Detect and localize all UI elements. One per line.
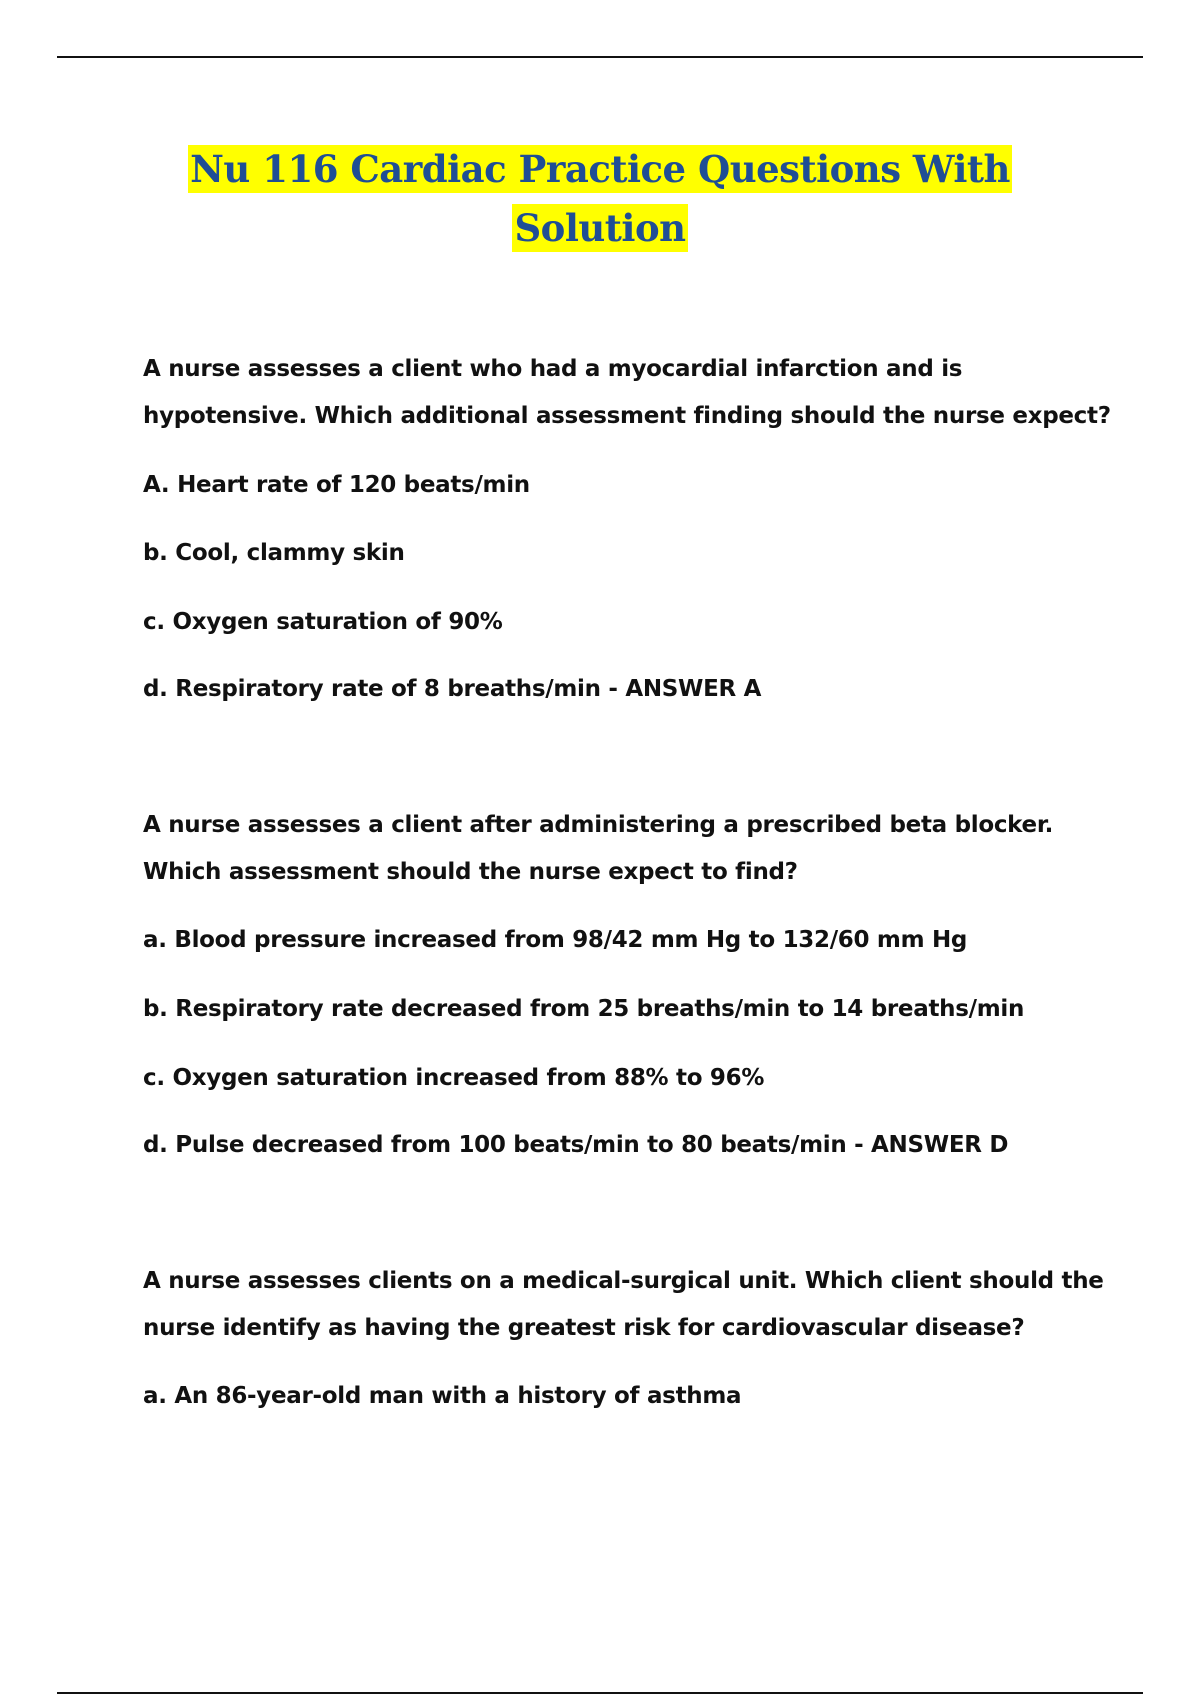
header-rule bbox=[57, 56, 1143, 58]
footer-rule bbox=[57, 1692, 1143, 1694]
title-line-2: Solution bbox=[514, 206, 686, 250]
question-2-stem: A nurse assesses a client after administering a prescribed beta blocker. Which assessment should the nurse expect to find? bbox=[143, 812, 1054, 885]
question-1-stem: A nurse assesses a client who had a myocardial infarction and is hypotensive. Which additional assessment finding should the nurse expect? bbox=[143, 356, 1111, 429]
question-3-stem: A nurse assesses clients on a medical-surgical unit. Which client should the nurse identify as having the greatest risk for cardiovascular disease? bbox=[143, 1268, 1104, 1341]
title-line-1: Nu 116 Cardiac Practice Questions With bbox=[190, 147, 1010, 191]
question-1-option-a: A. Heart rate of 120 beats/min bbox=[143, 472, 530, 498]
question-2-option-c: c. Oxygen saturation increased from 88% to 96% bbox=[143, 1065, 765, 1091]
question-1-option-c: c. Oxygen saturation of 90% bbox=[143, 609, 503, 635]
question-2-option-a: a. Blood pressure increased from 98/42 mm Hg to 132/60 mm Hg bbox=[143, 927, 968, 953]
question-1-option-d: d. Respiratory rate of 8 breaths/min - ANSWER A bbox=[143, 676, 762, 702]
question-2-option-d: d. Pulse decreased from 100 beats/min to 80 beats/min - ANSWER D bbox=[143, 1132, 1009, 1158]
question-1-option-b: b. Cool, clammy skin bbox=[143, 540, 405, 566]
document-title bbox=[60, 140, 1140, 258]
question-2-option-b: b. Respiratory rate decreased from 25 breaths/min to 14 breaths/min bbox=[143, 996, 1025, 1022]
question-3-option-a: a. An 86-year-old man with a history of asthma bbox=[143, 1383, 742, 1409]
